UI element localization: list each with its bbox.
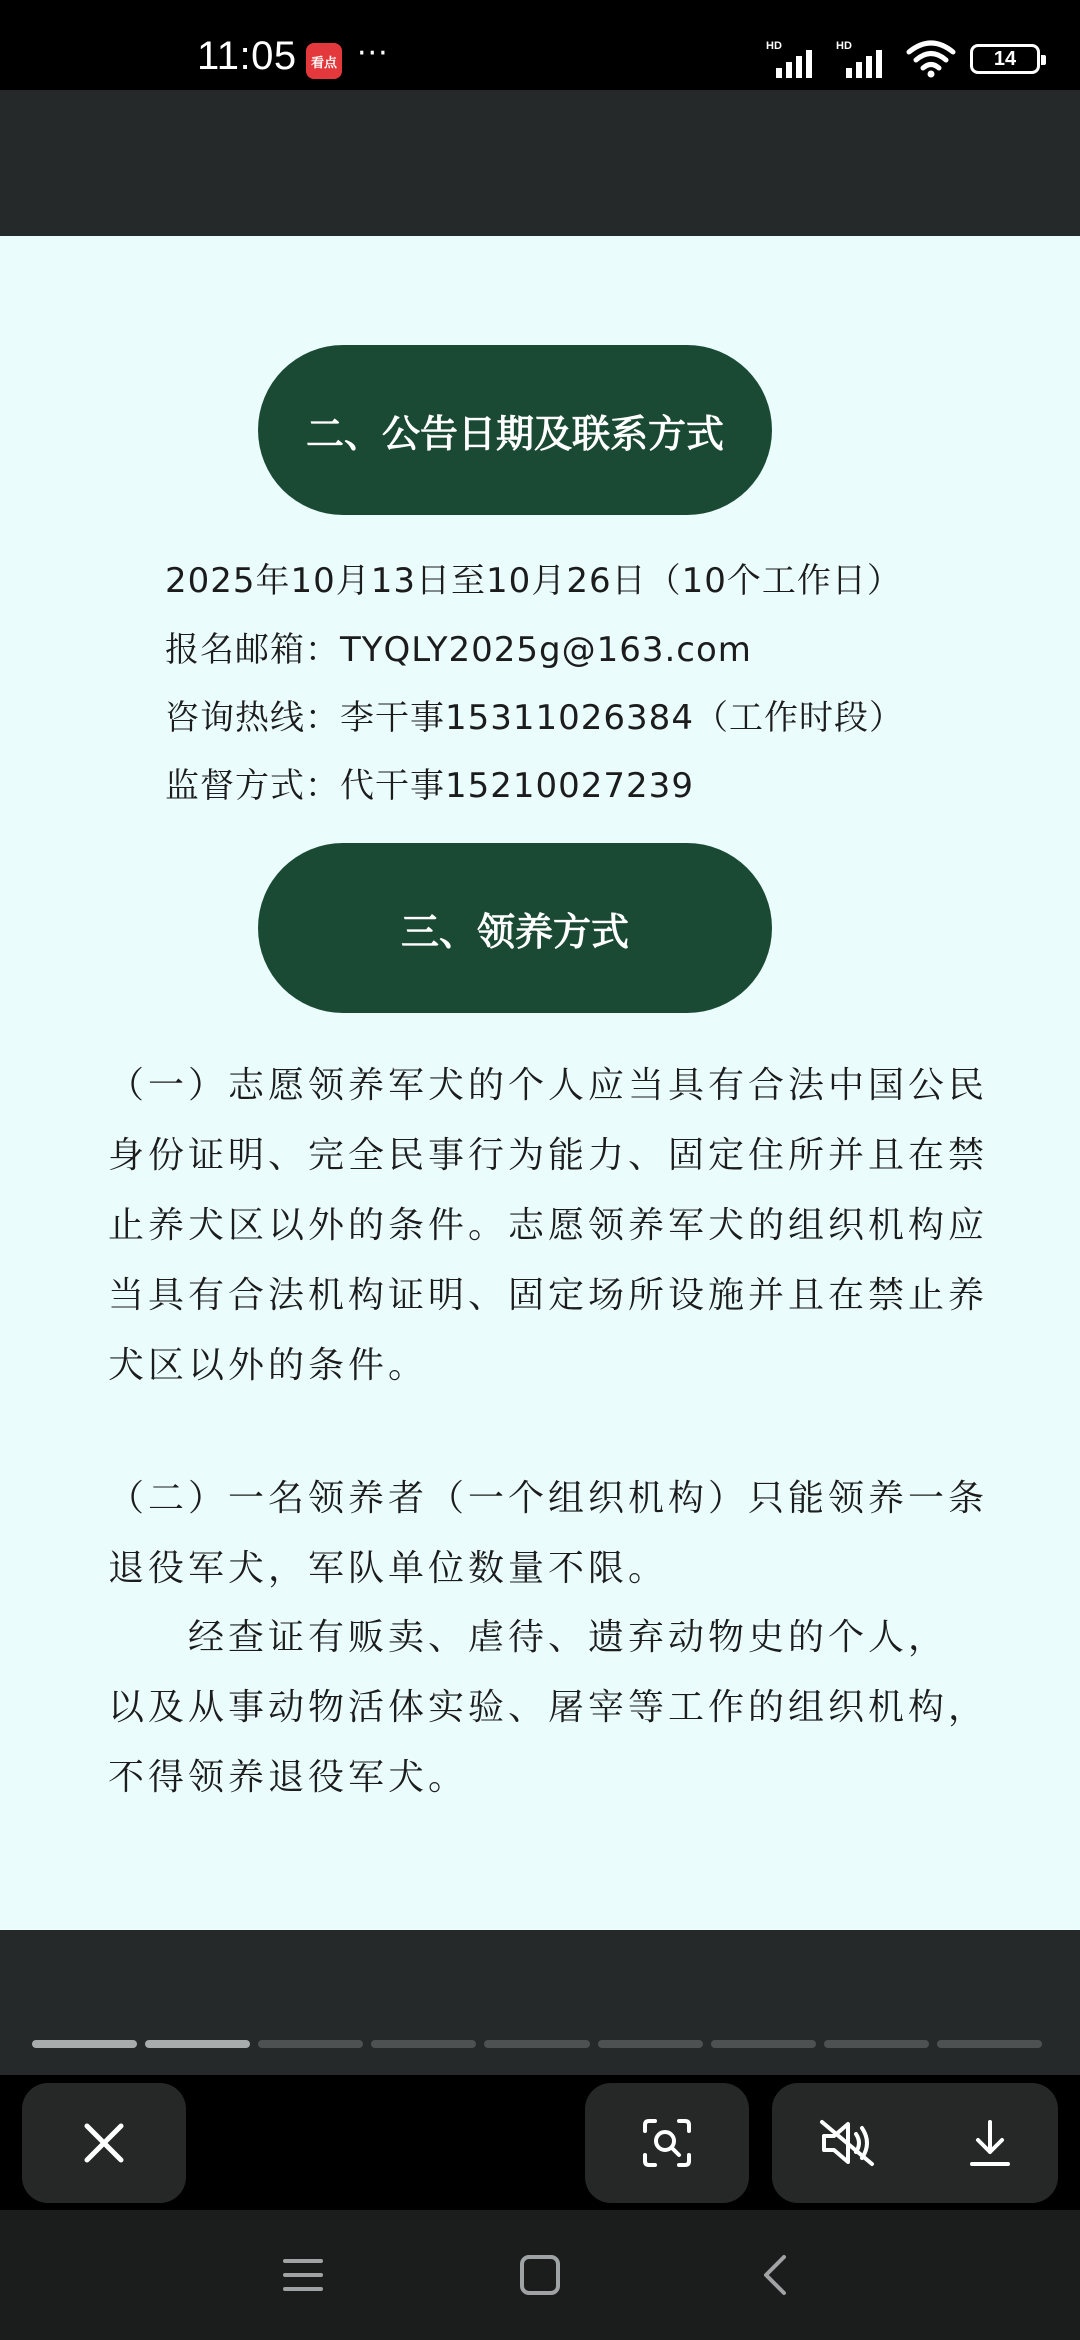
menu-icon: [283, 2257, 323, 2293]
section-3-title: 三、领养方式: [400, 909, 629, 954]
bottom-toolbar: [0, 2075, 1080, 2210]
more-notifications-icon: ···: [357, 36, 389, 71]
paragraph-line: 止养犬区以外的条件。志愿领养军犬的组织机构应: [108, 1205, 989, 1246]
progress-segment: [258, 2040, 363, 2048]
paragraph-line: 身份证明、完全民事行为能力、固定住所并且在禁: [108, 1135, 989, 1176]
paragraph-1: [108, 1051, 994, 1401]
app-notification-icon: 看点: [306, 43, 342, 79]
progress-segment: [32, 2040, 137, 2048]
signal-2-icon: [836, 40, 892, 78]
home-square-icon: [519, 2254, 561, 2296]
progress-segment: [824, 2040, 929, 2048]
image-search-button[interactable]: [585, 2083, 749, 2203]
paragraph-3: [108, 1603, 994, 1813]
section-2-heading: [258, 345, 772, 515]
wifi-icon: [906, 40, 956, 78]
progress-segment: [371, 2040, 476, 2048]
paragraph-line: 当具有合法机构证明、固定场所设施并且在禁止养: [108, 1275, 989, 1316]
battery-level: 14: [993, 47, 1017, 70]
system-nav-bar: [0, 2210, 1080, 2340]
battery-icon: [970, 44, 1040, 74]
hd-label: HD: [836, 40, 852, 52]
volume-muted-icon[interactable]: [818, 2118, 876, 2168]
status-time: 11:05: [197, 34, 297, 78]
status-icons: [766, 40, 1040, 78]
progress-segment: [484, 2040, 589, 2048]
image-search-icon: [641, 2117, 693, 2169]
back-chevron-icon: [760, 2254, 790, 2296]
supervision-contact: 监督方式：代干事15210027239: [165, 766, 694, 806]
signal-1-icon: [766, 40, 822, 78]
download-icon[interactable]: [968, 2118, 1012, 2168]
paragraph-line: 不得领养退役军犬。: [108, 1757, 469, 1798]
paragraph-line: 以及从事动物活体实验、屠宰等工作的组织机构，: [108, 1687, 989, 1728]
home-button[interactable]: [510, 2245, 570, 2305]
paragraph-line: 犬区以外的条件。: [108, 1345, 429, 1386]
status-bar: [0, 0, 1080, 90]
paragraph-2: [108, 1464, 994, 1604]
progress-segment: [937, 2040, 1042, 2048]
menu-button[interactable]: [273, 2245, 333, 2305]
progress-segment: [711, 2040, 816, 2048]
hd-label: HD: [766, 40, 782, 52]
slide-progress: [32, 2040, 1042, 2048]
media-controls: [772, 2083, 1058, 2203]
paragraph-line: 退役军犬，军队单位数量不限。: [108, 1548, 669, 1589]
progress-segment: [598, 2040, 703, 2048]
section-3-heading: [258, 843, 772, 1013]
paragraph-line: （一）志愿领养军犬的个人应当具有合法中国公民: [108, 1065, 989, 1106]
back-button[interactable]: [745, 2245, 805, 2305]
announcement-date: 2025年10月13日至10月26日（10个工作日）: [165, 561, 902, 601]
hotline: 咨询热线：李干事15311026384（工作时段）: [165, 698, 904, 738]
section-2-title: 二、公告日期及联系方式: [305, 411, 724, 456]
progress-segment: [145, 2040, 250, 2048]
close-button[interactable]: [22, 2083, 186, 2203]
paragraph-line: （二）一名领养者（一个组织机构）只能领养一条: [108, 1478, 989, 1519]
paragraph-line: 经查证有贩卖、虐待、遗弃动物史的个人，: [108, 1617, 949, 1658]
close-icon: [81, 2120, 127, 2166]
signup-email: 报名邮箱：TYQLY2025g@163.com: [165, 630, 752, 670]
